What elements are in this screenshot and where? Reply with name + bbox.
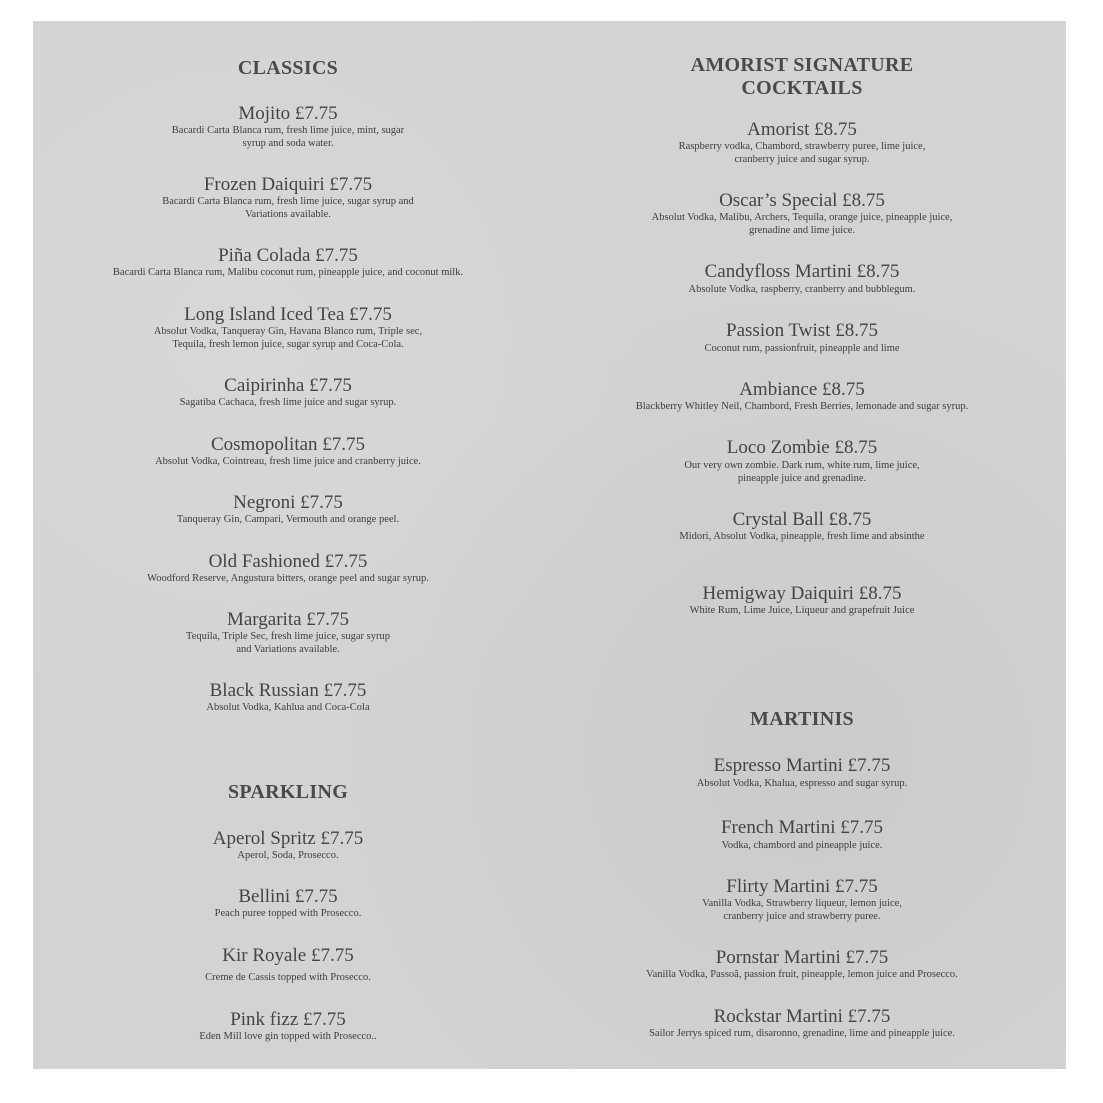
menu-item-description: Absolut Vodka, Khalua, espresso and sugar syrup.: [696, 778, 908, 789]
menu-item-description: Peach puree topped with Prosecco.: [214, 908, 362, 919]
menu-item-name: Loco Zombie £8.75: [726, 437, 878, 458]
menu-item-description: Sailor Jerrys spiced rum, disaronno, grenadine, lime and pineapple juice.: [649, 1028, 955, 1039]
menu-item-description: Vodka, chambord and pineapple juice.: [721, 840, 883, 851]
menu-item-description: Tequila, fresh lemon juice, sugar syrup and Coca-Cola.: [172, 339, 404, 350]
martinis-heading: MARTINIS: [750, 708, 854, 730]
menu-item-description: Eden Mill love gin topped with Prosecco..: [199, 1031, 377, 1042]
menu-item-description: Absolut Vodka, Cointreau, fresh lime juice and cranberry juice.: [155, 456, 421, 467]
menu-item-description: Variations available.: [245, 209, 331, 220]
menu-item-description: Creme de Cassis topped with Prosecco.: [205, 972, 371, 983]
menu-item-name: Cosmopolitan £7.75: [210, 434, 366, 455]
menu-item-name: Negroni £7.75: [233, 492, 343, 513]
sparkling-heading: SPARKLING: [227, 781, 349, 803]
menu-item-description: Blackberry Whitley Neil, Chambord, Fresh Berries, lemonade and sugar syrup.: [635, 401, 969, 412]
menu-item-name: Mojito £7.75: [238, 103, 338, 124]
menu-item-description: White Rum, Lime Juice, Liqueur and grapefruit Juice: [689, 605, 915, 616]
menu-item-description: Sagatiba Cachaca, fresh lime juice and sugar syrup.: [179, 397, 397, 408]
classics-heading: CLASSICS: [237, 57, 339, 79]
menu-page: [33, 21, 1066, 1069]
menu-item-name: Espresso Martini £7.75: [713, 755, 891, 776]
menu-item-name: Crystal Ball £8.75: [732, 509, 872, 530]
menu-item-description: Coconut rum, passionfruit, pineapple and lime: [704, 343, 900, 354]
menu-item-name: Piña Colada £7.75: [218, 245, 358, 266]
menu-item-name: French Martini £7.75: [720, 817, 884, 838]
menu-item-name: Flirty Martini £7.75: [726, 876, 878, 897]
menu-item-name: Aperol Spritz £7.75: [212, 828, 364, 849]
menu-item-name: Pink fizz £7.75: [230, 1009, 346, 1030]
menu-item-name: Passion Twist £8.75: [726, 320, 878, 341]
menu-item-description: Aperol, Soda, Prosecco.: [237, 850, 339, 861]
menu-item-description: Bacardi Carta Blanca rum, Malibu coconut rum, pineapple juice, and coconut milk.: [112, 267, 464, 278]
signature-heading: AMORIST SIGNATURE: [690, 54, 914, 76]
menu-item-description: Tanqueray Gin, Campari, Vermouth and orange peel.: [176, 514, 400, 525]
menu-item-name: Kir Royale £7.75: [222, 945, 354, 966]
menu-item-description: Raspberry vodka, Chambord, strawberry puree, lime juice,: [678, 141, 926, 152]
menu-item-name: Amorist £8.75: [747, 119, 857, 140]
menu-item-description: Our very own zombie. Dark rum, white rum, lime juice,: [684, 460, 920, 471]
menu-item-description: Absolut Vodka, Tanqueray Gin, Havana Blanco rum, Triple sec,: [153, 326, 423, 337]
menu-item-name: Bellini £7.75: [238, 886, 338, 907]
menu-item-name: Caipirinha £7.75: [224, 375, 352, 396]
menu-item-name: Long Island Iced Tea £7.75: [184, 304, 392, 325]
menu-item-name: Oscar’s Special £8.75: [719, 190, 885, 211]
menu-item-description: Bacardi Carta Blanca rum, fresh lime juice, sugar syrup and: [162, 196, 414, 207]
menu-item-name: Margarita £7.75: [226, 609, 350, 630]
menu-item-name: Rockstar Martini £7.75: [713, 1006, 891, 1027]
menu-item-description: grenadine and lime juice.: [748, 225, 856, 236]
signature-heading: COCKTAILS: [741, 77, 863, 99]
menu-item-name: Candyfloss Martini £8.75: [704, 261, 900, 282]
menu-item-description: and Variations available.: [236, 644, 340, 655]
menu-item-name: Frozen Daiquiri £7.75: [203, 174, 373, 195]
menu-item-name: Old Fashioned £7.75: [208, 551, 368, 572]
menu-item-description: Absolut Vodka, Malibu, Archers, Tequila, orange juice, pineapple juice,: [651, 212, 953, 223]
menu-item-name: Ambiance £8.75: [739, 379, 865, 400]
menu-item-description: Tequila, Triple Sec, fresh lime juice, sugar syrup: [186, 631, 390, 642]
menu-item-description: pineapple juice and grenadine.: [737, 473, 867, 484]
menu-item-name: Pornstar Martini £7.75: [715, 947, 889, 968]
menu-item-description: Vanilla Vodka, Passoã, passion fruit, pineapple, lemon juice and Prosecco.: [646, 969, 958, 980]
menu-item-description: Woodford Reserve, Angustura bitters, orange peel and sugar syrup.: [147, 573, 429, 584]
menu-item-description: Midori, Absolut Vodka, pineapple, fresh lime and absinthe: [679, 531, 925, 542]
menu-item-description: Vanilla Vodka, Strawberry liqueur, lemon juice,: [702, 898, 902, 909]
menu-item-name: Black Russian £7.75: [209, 680, 367, 701]
menu-item-name: Hemigway Daiquiri £8.75: [702, 583, 902, 604]
menu-item-description: cranberry juice and strawberry puree.: [723, 911, 881, 922]
menu-item-description: Bacardi Carta Blanca rum, fresh lime juice, mint, sugar: [171, 125, 405, 136]
menu-item-description: Absolut Vodka, Kahlua and Coca-Cola: [206, 702, 370, 713]
menu-item-description: Absolute Vodka, raspberry, cranberry and bubblegum.: [688, 284, 916, 295]
menu-item-description: cranberry juice and sugar syrup.: [734, 154, 870, 165]
menu-item-description: syrup and soda water.: [242, 138, 334, 149]
